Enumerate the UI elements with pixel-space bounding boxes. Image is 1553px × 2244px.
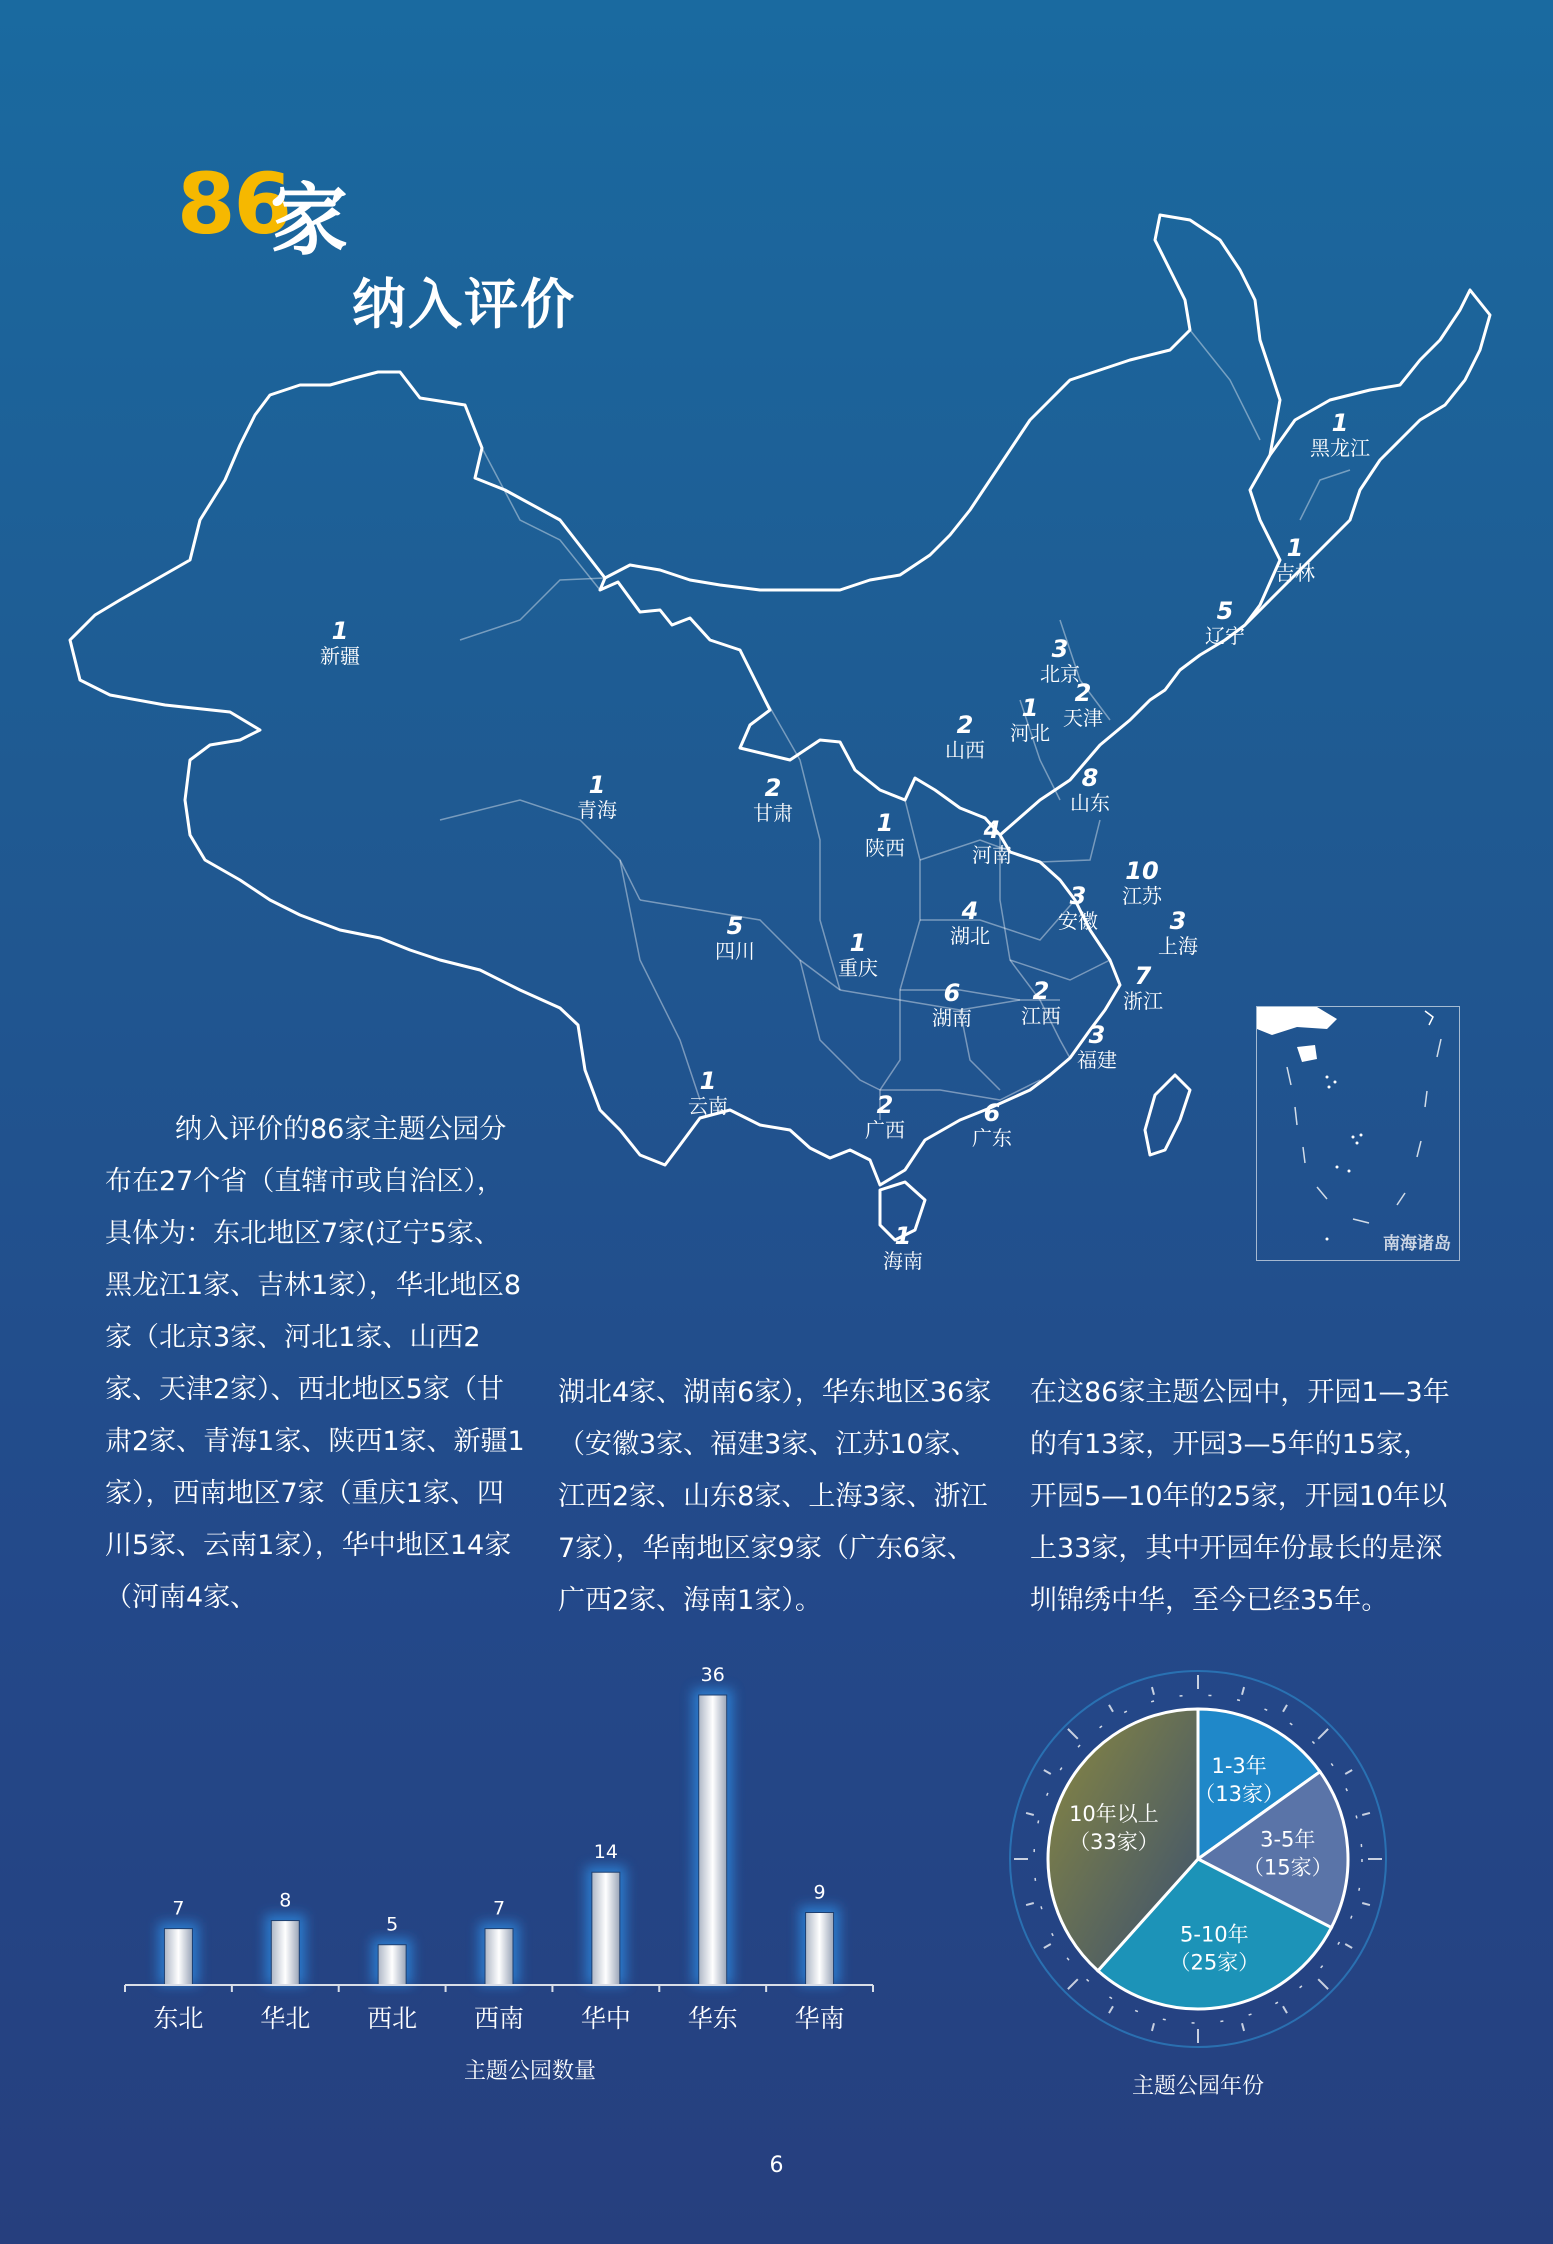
region-jiangsu — [1107, 858, 1177, 908]
pie-tick — [1044, 1770, 1051, 1774]
region-jilin — [1260, 535, 1330, 585]
pie-slice-label: 10年以上 — [1069, 1801, 1159, 1826]
region-zhejiang — [1108, 963, 1178, 1013]
region-count: 4 — [983, 816, 1001, 844]
region-name: 安徽 — [1058, 909, 1098, 933]
paragraph-opening-years: 在这86家主题公园中，开园1—3年的有13家，开园3—5年的15家，开园5—10年的25家，开园10年以上33家，其中开园年份最长的是深圳锦绣中华，至今已经35年。 — [1030, 1377, 1450, 1616]
region-count: 2 — [876, 1091, 894, 1119]
x-tick-label: 华北 — [260, 2004, 311, 2033]
region-count: 1 — [699, 1067, 717, 1095]
region-shandong — [1055, 765, 1125, 815]
region-count: 7 — [1134, 962, 1152, 990]
pie-tick — [1026, 1903, 1034, 1905]
region-count: 1 — [849, 929, 867, 957]
pie-tick — [1283, 2006, 1287, 2013]
region-name: 河北 — [1010, 721, 1050, 745]
x-tick-label: 西北 — [367, 2004, 418, 2033]
headline-subtitle: 纳入评价 — [352, 273, 576, 336]
region-count: 8 — [1081, 764, 1099, 792]
pie-slice-value: （13家） — [1194, 1781, 1285, 1806]
pie-slice-value: （33家） — [1069, 1829, 1159, 1854]
bar-华南 — [806, 1913, 834, 1986]
region-count: 1 — [894, 1222, 912, 1250]
inset-coast — [1257, 1007, 1337, 1035]
pie-slice-value: （15家） — [1242, 1855, 1333, 1880]
bar-value-label: 5 — [386, 1913, 399, 1936]
inset-dash-line — [1287, 1039, 1441, 1223]
region-name: 黑龙江 — [1310, 436, 1370, 460]
region-name: 湖北 — [950, 924, 990, 948]
inset-coast-right — [1425, 1011, 1433, 1025]
region-count: 1 — [588, 771, 606, 799]
region-shaanxi — [850, 810, 920, 860]
region-name: 广东 — [972, 1126, 1012, 1150]
region-count: 6 — [943, 979, 961, 1007]
region-count: 3 — [1069, 882, 1087, 910]
pie-chart — [1000, 1655, 1400, 2115]
bar-chart — [100, 1640, 900, 2100]
x-tick-label: 华南 — [794, 2004, 845, 2033]
pie-tick — [1109, 2006, 1113, 2013]
region-count: 1 — [1331, 409, 1349, 437]
pie-tick — [1068, 1979, 1078, 1989]
bar-西南 — [485, 1929, 513, 1985]
region-name: 海南 — [883, 1249, 923, 1273]
bar-value-label: 7 — [172, 1897, 185, 1920]
region-name: 福建 — [1077, 1048, 1117, 1072]
region-name: 甘肃 — [753, 801, 793, 825]
pie-tick — [1242, 2023, 1244, 2031]
bar-西北 — [378, 1945, 406, 1985]
region-name: 江西 — [1021, 1004, 1061, 1028]
region-guangdong — [957, 1100, 1027, 1150]
pie-tick — [1242, 1687, 1244, 1695]
region-count: 2 — [1074, 679, 1092, 707]
region-name: 湖南 — [932, 1006, 972, 1030]
region-anhui — [1043, 883, 1113, 933]
region-count: 5 — [1216, 597, 1234, 625]
region-count: 5 — [726, 912, 744, 940]
headline-unit: 家 — [270, 176, 349, 266]
region-name: 上海 — [1158, 934, 1198, 958]
pie-tick — [1152, 1687, 1154, 1695]
region-name: 陕西 — [865, 836, 905, 860]
region-name: 天津 — [1063, 706, 1103, 730]
province-borders — [440, 330, 1350, 1120]
region-name: 河南 — [972, 843, 1012, 867]
region-henan — [957, 817, 1027, 867]
region-chongqing — [823, 930, 893, 980]
region-count: 1 — [1021, 694, 1039, 722]
south-sea-inset — [1256, 1006, 1460, 1261]
pie-slice-label: 3-5年 — [1260, 1827, 1316, 1852]
pie-slice-label: 1-3年 — [1211, 1753, 1267, 1778]
region-count: 3 — [1169, 907, 1187, 935]
region-name: 浙江 — [1123, 989, 1163, 1013]
bar-华中 — [592, 1872, 620, 1985]
page-number: 6 — [769, 2153, 784, 2178]
region-hebei — [995, 695, 1065, 745]
region-name: 四川 — [715, 939, 755, 963]
bar-value-label: 8 — [279, 1889, 292, 1912]
region-name: 云南 — [688, 1094, 728, 1118]
region-yunnan — [673, 1068, 743, 1118]
region-fujian — [1062, 1022, 1132, 1072]
region-name: 江苏 — [1122, 884, 1162, 908]
region-jiangxi — [1006, 978, 1076, 1028]
region-hunan — [917, 980, 987, 1030]
region-count: 6 — [983, 1099, 1001, 1127]
pie-tick — [1068, 1729, 1078, 1739]
x-tick-label: 华东 — [687, 2004, 738, 2033]
region-count: 1 — [876, 809, 894, 837]
bar-华东 — [699, 1695, 727, 1985]
bar-value-label: 7 — [492, 1897, 506, 1920]
inset-islands — [1326, 1076, 1363, 1241]
headline-number: 86 — [177, 155, 290, 253]
bar-value-label: 14 — [593, 1841, 618, 1864]
region-name: 广西 — [865, 1118, 905, 1142]
region-name: 山东 — [1070, 791, 1110, 815]
region-count: 3 — [1051, 635, 1069, 663]
pie-tick — [1362, 1813, 1370, 1815]
pie-chart-label: 主题公园年份 — [1131, 2074, 1265, 2099]
paragraph-distribution-text: 纳入评价的86家主题公园分布在27个省（直辖市或自治区），具体为：东北地区7家(辽宁5家、黑龙江1家、吉林1家），华北地区8家（北京3家、河北1家、山西2家、天津2家）、西北地区5家（甘肃2家、青海1家、陕西1家、新疆1家），西南地区7家（重庆1家、四川5家、云南1家），华中地区14家（河南4家、 — [105, 1114, 525, 1613]
inset-drawing — [1257, 1007, 1459, 1260]
bar-value-label: 9 — [813, 1881, 826, 1904]
region-hainan — [868, 1223, 938, 1273]
pie-tick — [1318, 1979, 1328, 1989]
region-count: 10 — [1125, 857, 1159, 885]
region-shanxi — [930, 712, 1000, 762]
pie-tick — [1152, 2023, 1154, 2031]
region-guangxi — [850, 1092, 920, 1142]
inset-label: 南海诸岛 — [1383, 1234, 1451, 1254]
region-count: 1 — [331, 617, 349, 645]
region-liaoning — [1190, 598, 1260, 648]
region-sichuan — [700, 913, 770, 963]
pie-tick — [1109, 1705, 1113, 1712]
bar-value-label: 36 — [700, 1664, 725, 1686]
region-name: 辽宁 — [1205, 624, 1245, 648]
region-count: 2 — [956, 711, 974, 739]
region-name: 北京 — [1040, 662, 1080, 686]
pie-tick — [1026, 1813, 1034, 1815]
region-xinjiang — [305, 618, 375, 668]
x-tick-label: 东北 — [153, 2004, 204, 2033]
bar-华北 — [271, 1921, 299, 1985]
paragraph-distribution — [105, 1104, 525, 1624]
region-name: 吉林 — [1275, 561, 1315, 585]
region-heilongjiang — [1305, 410, 1375, 460]
region-count: 2 — [1032, 977, 1050, 1005]
region-hubei — [935, 898, 1005, 948]
pie-slice-value: （25家） — [1169, 1950, 1260, 1975]
region-name: 重庆 — [838, 956, 878, 980]
pie-tick — [1345, 1770, 1352, 1774]
region-count: 4 — [961, 897, 979, 925]
inset-island — [1297, 1045, 1317, 1062]
region-qinghai — [562, 772, 632, 822]
bar-东北 — [164, 1929, 192, 1985]
region-count: 1 — [1286, 534, 1304, 562]
paragraph-distribution-cont: 湖北4家、湖南6家），华东地区36家（安徽3家、福建3家、江苏10家、江西2家、山东8家、上海3家、浙江7家），华南地区家9家（广东6家、广西2家、海南1家）。 — [558, 1377, 992, 1616]
region-name: 青海 — [577, 798, 617, 822]
region-shanghai — [1143, 908, 1213, 958]
x-tick-label: 西南 — [473, 2004, 525, 2033]
pie-tick — [1345, 1944, 1352, 1948]
region-name: 新疆 — [320, 644, 360, 668]
pie-tick — [1318, 1729, 1328, 1739]
region-count: 2 — [764, 774, 782, 802]
region-gansu — [738, 775, 808, 825]
x-axis-label: 主题公园数量 — [463, 2059, 597, 2084]
region-count: 3 — [1088, 1021, 1106, 1049]
region-name: 山西 — [945, 738, 985, 762]
pie-tick — [1044, 1944, 1051, 1948]
pie-slice-label: 5-10年 — [1180, 1922, 1249, 1947]
pie-tick — [1362, 1903, 1370, 1905]
pie-tick — [1283, 1705, 1287, 1712]
x-tick-label: 华中 — [580, 2004, 631, 2033]
